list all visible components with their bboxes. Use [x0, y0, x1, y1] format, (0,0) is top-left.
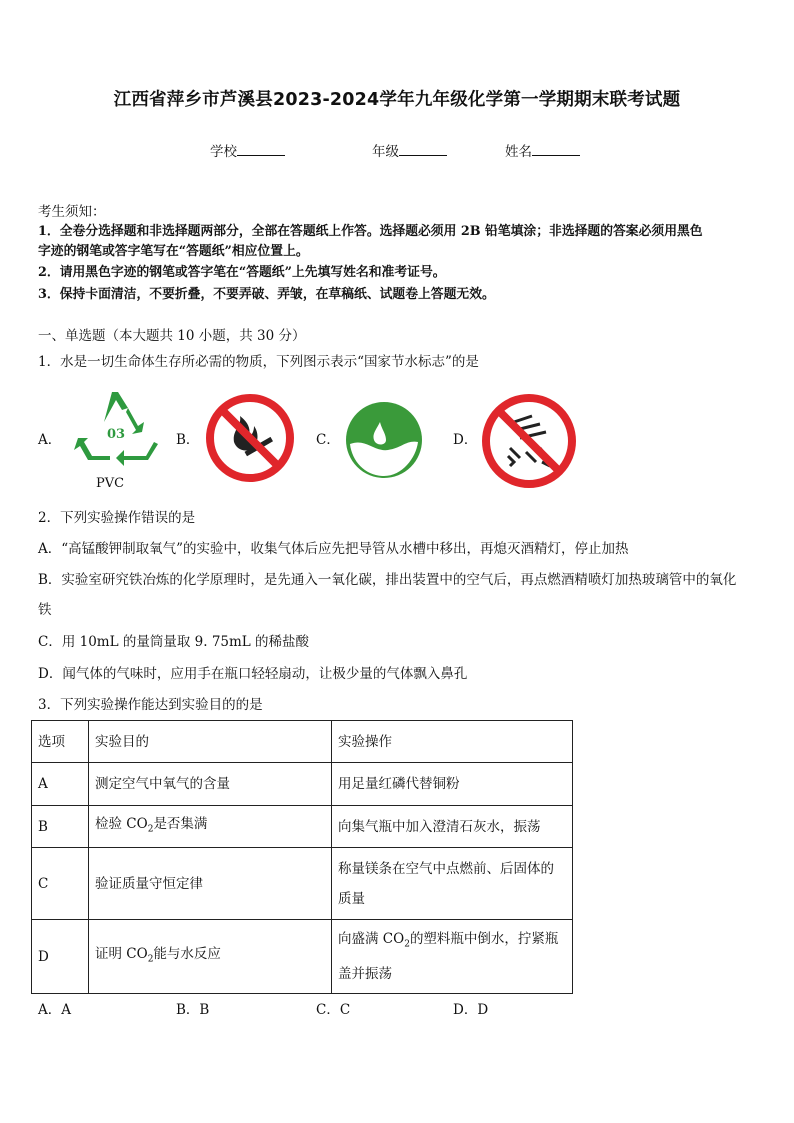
row-operation: 称量镁条在空气中点燃前、后固体的 质量	[332, 848, 573, 920]
row-option: C	[32, 848, 89, 920]
header-operation: 实验操作	[332, 721, 573, 763]
q2-option-b-cont: 铁	[38, 602, 52, 618]
no-smoking-icon	[204, 392, 296, 484]
grade-blank	[399, 143, 447, 156]
q1-option-a-label: A．	[38, 432, 62, 448]
q1-option-d-label: D．	[453, 432, 478, 448]
row-goal: 检验 $CO_2$是否集满	[89, 806, 332, 848]
notice-item-2: 2．请用黑色字迹的钢笔或答字笔在“答题纸”上先填写姓名和准考证号。	[38, 265, 446, 280]
question-2-stem: 2．下列实验操作错误的是	[38, 510, 196, 526]
notice-item-1-cont: 字迹的钢笔或答字笔写在“答题纸”相应位置上。	[38, 244, 309, 259]
notice-heading: 考生须知：	[38, 204, 106, 220]
q3-answer-c: C．C	[316, 1002, 351, 1018]
notice-item-1: 1．全卷分选择题和非选择题两部分，全部在答题纸上作答。选择题必须用 2B 铅笔填涂；非选择题的答案必须用黑色	[38, 224, 703, 239]
q3-answer-b: B．B	[176, 1002, 210, 1018]
name-field	[505, 140, 580, 160]
row-option: A	[32, 763, 89, 806]
recycle-caption: PVC	[96, 476, 125, 491]
table-row	[32, 763, 573, 806]
no-littering-icon	[480, 392, 578, 490]
page-title: 江西省萍乡市芦溪县2023-2024学年九年级化学第一学期期末联考试题	[113, 90, 681, 110]
q1-option-c-label: C．	[316, 432, 340, 448]
row-operation: 向集气瓶中加入澄清石灰水，振荡	[332, 806, 573, 848]
q1-option-b-label: B．	[176, 432, 200, 448]
q2-option-c: C．用 10mL 的量筒量取 9. 75mL 的稀盐酸	[38, 634, 310, 650]
school-label: 学校	[210, 144, 237, 160]
row-goal: 证明 $CO_2$能与水反应	[89, 920, 332, 994]
q2-option-d: D．闻气体的气味时，应用手在瓶口轻轻扇动，让极少量的气体飘入鼻孔	[38, 666, 468, 682]
question-3-stem: 3．下列实验操作能达到实验目的的是	[38, 697, 263, 713]
q2-option-a: A．“高锰酸钾制取氧气”的实验中，收集气体后应先把导管从水槽中移出，再熄灭酒精灯，停止加热	[38, 541, 629, 557]
header-option: 选项	[32, 721, 89, 763]
row-goal: 验证质量守恒定律	[89, 848, 332, 920]
section-heading: 一、单选题（本大题共 10 小题，共 30 分）	[38, 328, 306, 344]
row-operation: 向盛满 $CO_2$的塑料瓶中倒水，拧紧瓶 盖并振荡	[332, 920, 573, 994]
table-row	[32, 920, 573, 994]
recycle-pvc-icon	[70, 388, 162, 470]
notice-item-3: 3．保持卡面清洁，不要折叠，不要弄破、弄皱，在草稿纸、试题卷上答题无效。	[38, 287, 495, 302]
row-goal: 测定空气中氧气的含量	[89, 763, 332, 806]
table-row	[32, 806, 573, 848]
name-blank	[532, 143, 580, 156]
q2-option-b: B．实验室研究铁冶炼的化学原理时，是先通入一氧化碳，排出装置中的空气后，再点燃酒精喷灯加热玻璃管中的氧化	[38, 572, 737, 588]
recycle-number: 03	[106, 427, 126, 442]
row-operation: 用足量红磷代替铜粉	[332, 763, 573, 806]
table-header-row	[32, 721, 573, 763]
row-option: D	[32, 920, 89, 994]
q3-table	[31, 720, 573, 994]
water-saving-icon	[344, 400, 424, 480]
grade-label: 年级	[372, 144, 399, 160]
name-label: 姓名	[505, 144, 532, 160]
table-row	[32, 848, 573, 920]
school-field	[210, 140, 285, 160]
question-1-stem: 1．水是一切生命体生存所必需的物质，下列图示表示“国家节水标志”的是	[38, 354, 479, 370]
row-option: B	[32, 806, 89, 848]
q3-answer-d: D．D	[453, 1002, 489, 1018]
header-goal: 实验目的	[89, 721, 332, 763]
q3-answer-a: A．A	[38, 1002, 71, 1018]
grade-field	[372, 140, 447, 160]
school-blank	[237, 143, 285, 156]
